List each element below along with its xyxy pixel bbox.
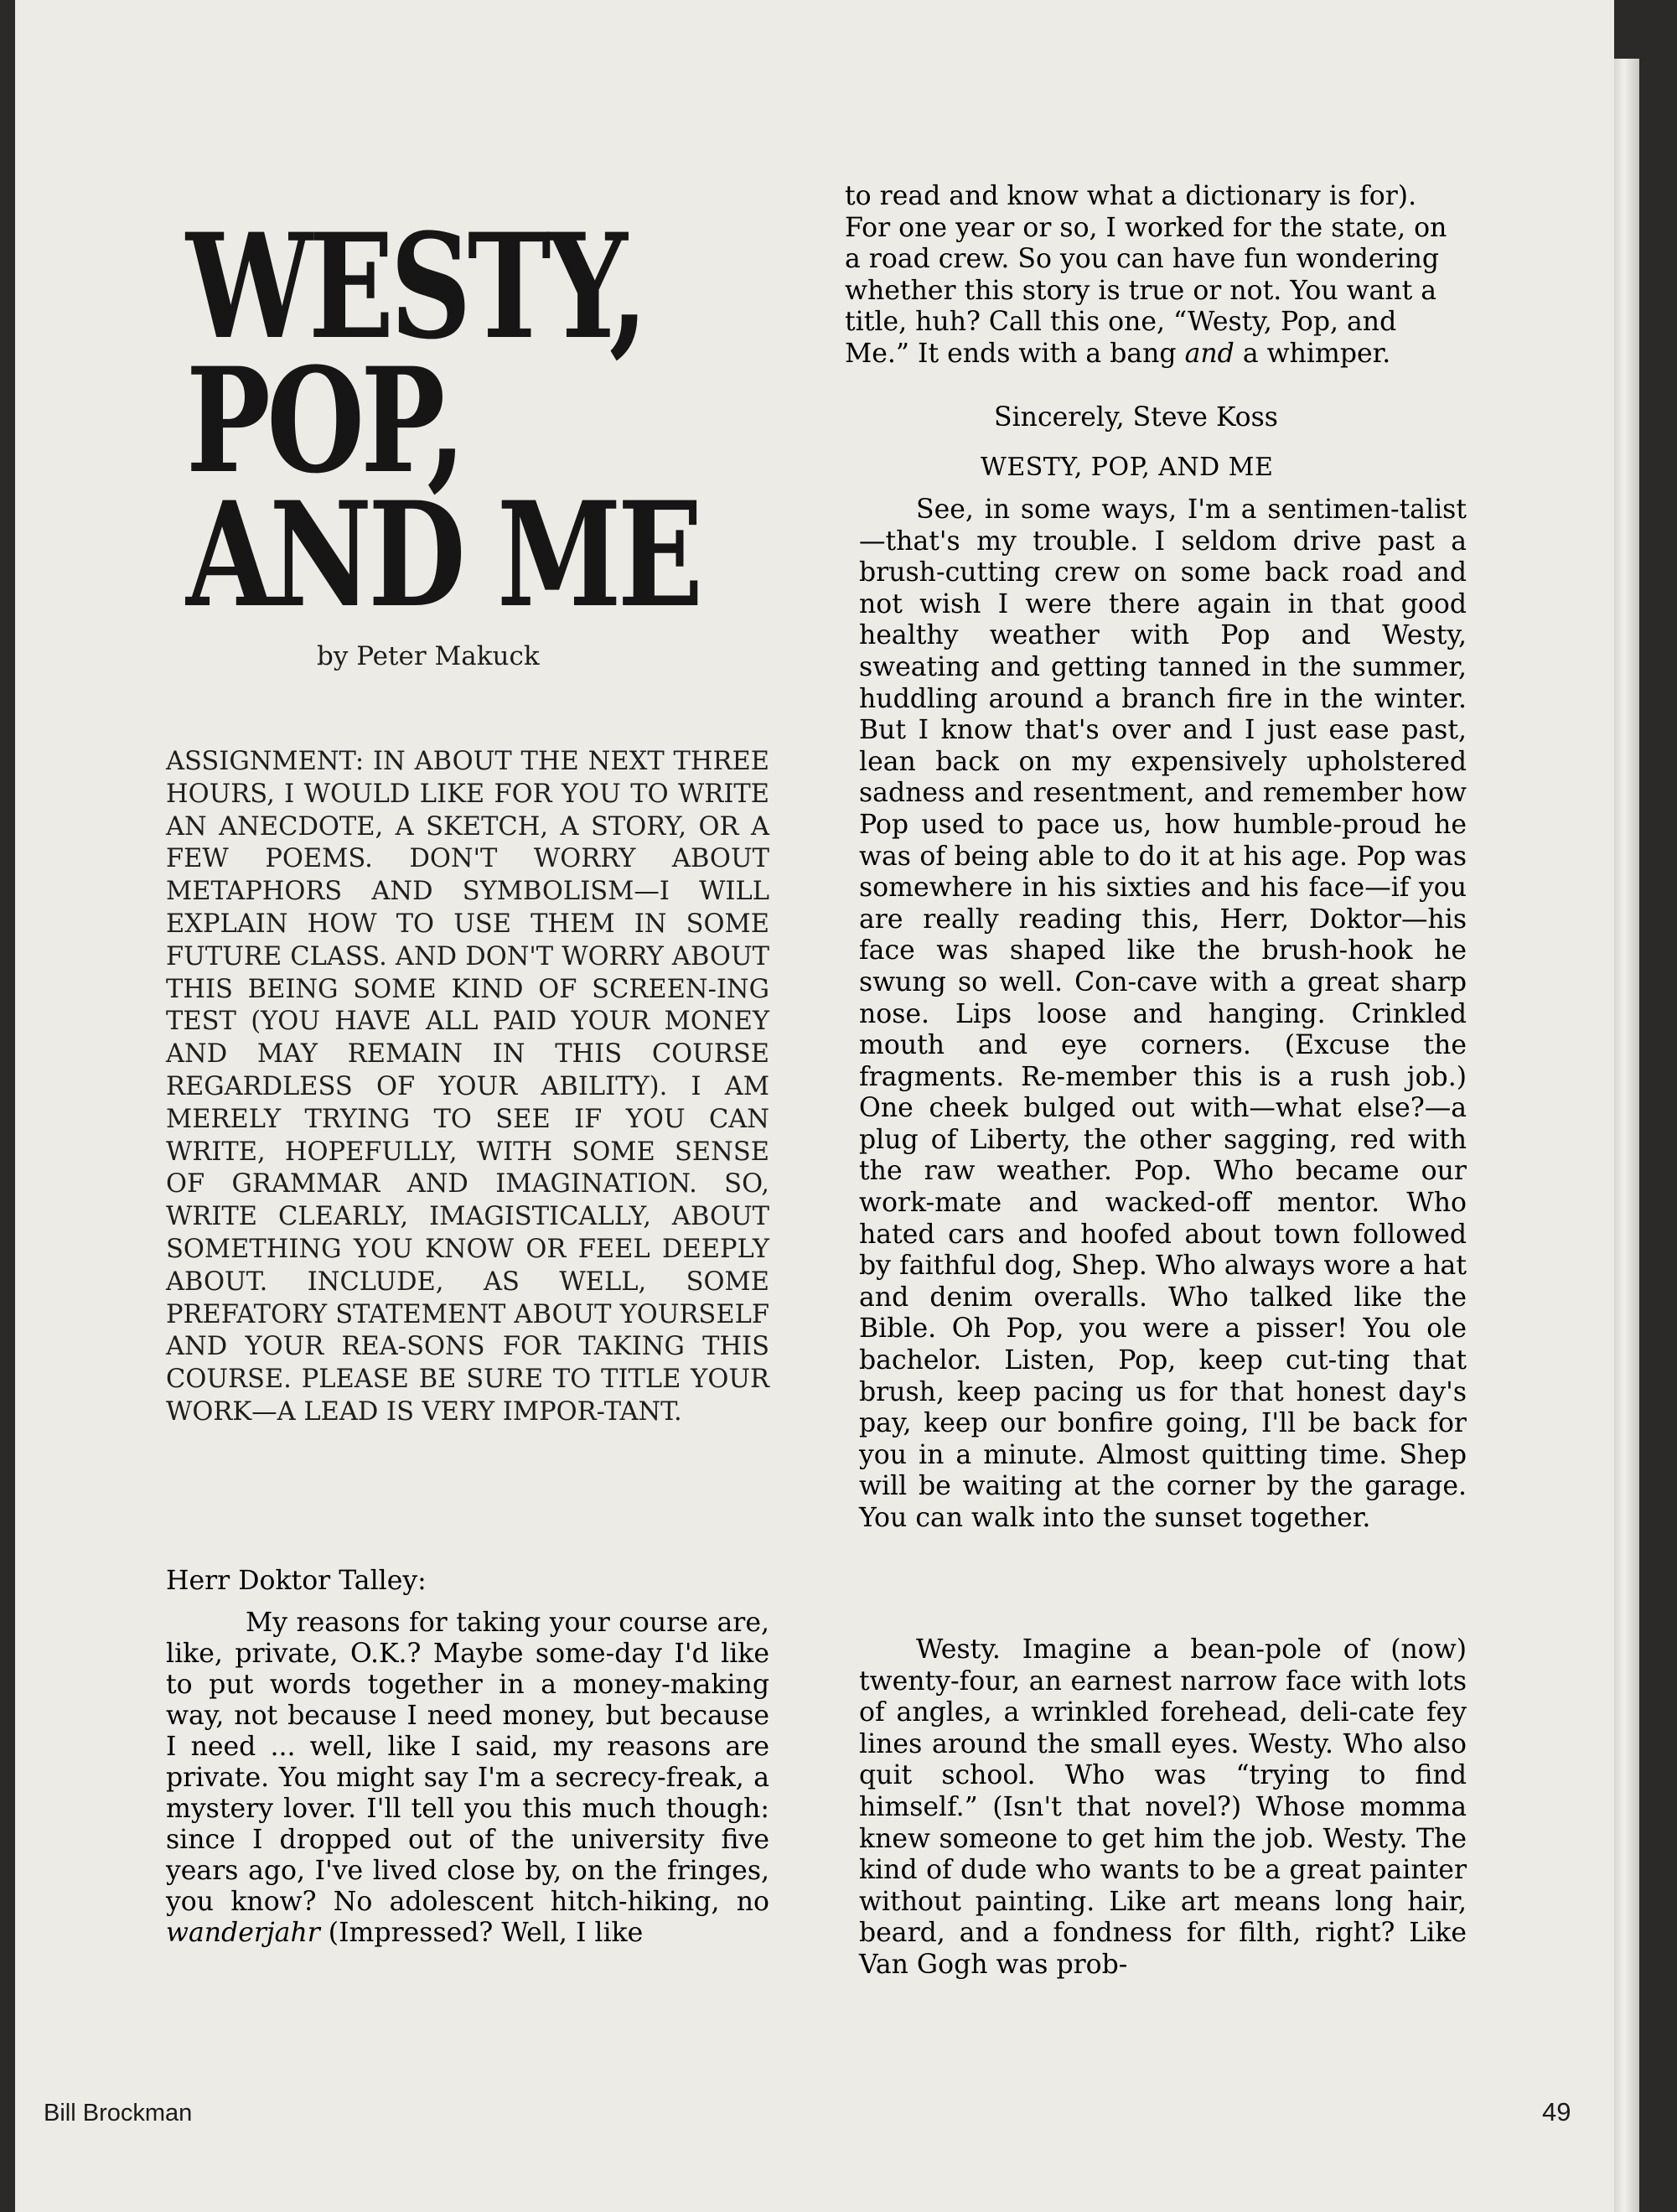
letter-body bbox=[166, 1608, 769, 1949]
headline-line-2: POP, bbox=[186, 335, 463, 505]
continuation-text-part-1: to read and know what a dictionary is for). For one year or so, I worked for the state, on a road crew. So you can have fun wondering whether this story is true or not. You want a title, huh? Call this one, “Westy, Pop, and Me.” It ends with a bang bbox=[845, 181, 1447, 369]
story-headline bbox=[186, 201, 700, 640]
headline-line-3: AND ME bbox=[186, 469, 700, 640]
story-title: WESTY, POP, AND ME bbox=[981, 453, 1274, 482]
letter-italic-word: wanderjahr bbox=[166, 1918, 320, 1948]
letter-text-part-1: My reasons for taking your course are, like, private, O.K.? Maybe some-day I'd like to put words together in a money-making way, not because I need money, but because I need ... well, like I said, my reasons are private. You might say I'm a secrecy-freak, a mystery lover. I'll tell you this much though: since I dropped out of the university five years ago, I've lived close by, on the fringes, you know? No adolescent hitch-hiking, no bbox=[166, 1608, 769, 1917]
byline: by Peter Makuck bbox=[317, 641, 540, 671]
photo-credit: Bill Brockman bbox=[44, 2100, 193, 2127]
page-edge bbox=[1614, 59, 1639, 2212]
story-paragraph: Westy. Imagine a bean-pole of (now) twenty-four, an earnest narrow face with lots of angles, a wrinkled forehead, deli-cate fey lines around the small eyes. Westy. Who also quit school. Who was “trying to find himself.” (Isn't that novel?) Whose momma knew someone to get him the job. Westy. The kind of dude who wants to be a great painter without painting. Like art means long hair, beard, and a fondness for filth, right? Like Van Gogh was prob- bbox=[859, 1634, 1467, 1980]
continuation-italic-word: and bbox=[1184, 338, 1234, 369]
letter-signature: Sincerely, Steve Koss bbox=[994, 402, 1278, 433]
headline-line-1: WESTY, bbox=[186, 201, 644, 371]
continuation-text-part-2: a whimper. bbox=[1234, 338, 1391, 369]
letter-text-part-2: (Impressed? Well, I like bbox=[319, 1918, 644, 1948]
page-number: 49 bbox=[1542, 2097, 1571, 2127]
story-paragraph: See, in some ways, I'm a sentimen-talist—that's my trouble. I seldom drive past a brush-cutting crew on some back road and not wish I were there again in that good healthy weather with Pop and Westy, sweating and getting tanned in the summer, huddling around a branch fire in the winter. But I know that's over and I just ease past, lean back on my expensively upholstered sadness and resentment, and remember how Pop used to pace us, how humble-proud he was of being able to do it at his age. Pop was somewhere in his sixties and his face—if you are really reading this, Herr, Doktor—his face was shaped like the brush-hook he swung so well. Con-cave with a great sharp nose. Lips loose and hanging. Crinkled mouth and eye corners. (Excuse the fragments. Re-member this is a rush job.) One cheek bulged out with—what else?—a plug of Liberty, the other sagging, red with the raw weather. Pop. Who became our work-mate and wacked-off mentor. Who hated cars and hoofed about town followed by faithful dog, Shep. Who always wore a hat and denim overalls. Who talked like the Bible. Oh Pop, you were a pisser! You ole bachelor. Listen, Pop, keep cut-ting that brush, keep pacing us for that honest day's pay, keep our bonfire going, I'll be back for you in a minute. Almost quitting time. Shep will be waiting at the corner by the garage. You can walk into the sunset together. bbox=[859, 495, 1467, 1533]
letter-salutation: Herr Doktor Talley: bbox=[166, 1566, 427, 1596]
letter-continuation bbox=[845, 181, 1452, 370]
assignment-text: ASSIGNMENT: IN ABOUT THE NEXT THREE HOURS, I WOULD LIKE FOR YOU TO WRITE AN ANECDOTE, A SKETCH, A STORY, OR A FEW POEMS. DON'T WORRY ABOUT METAPHORS AND SYMBOLISM—I WILL EXPLAIN HOW TO USE THEM IN SOME FUTURE CLASS. AND DON'T WORRY ABOUT THIS BEING SOME KIND OF SCREEN-ING TEST (YOU HAVE ALL PAID YOUR MONEY AND MAY REMAIN IN THIS COURSE REGARDLESS OF YOUR ABILITY). I AM MERELY TRYING TO SEE IF YOU CAN WRITE, HOPEFULLY, WITH SOME SENSE OF GRAMMAR AND IMAGINATION. SO, WRITE CLEARLY, IMAGISTICALLY, ABOUT SOMETHING YOU KNOW OR FEEL DEEPLY ABOUT. INCLUDE, AS WELL, SOME PREFATORY STATEMENT ABOUT YOURSELF AND YOUR REA-SONS FOR TAKING THIS COURSE. PLEASE BE SURE TO TITLE YOUR WORK—A LEAD IS VERY IMPOR-TANT. bbox=[166, 747, 769, 1427]
